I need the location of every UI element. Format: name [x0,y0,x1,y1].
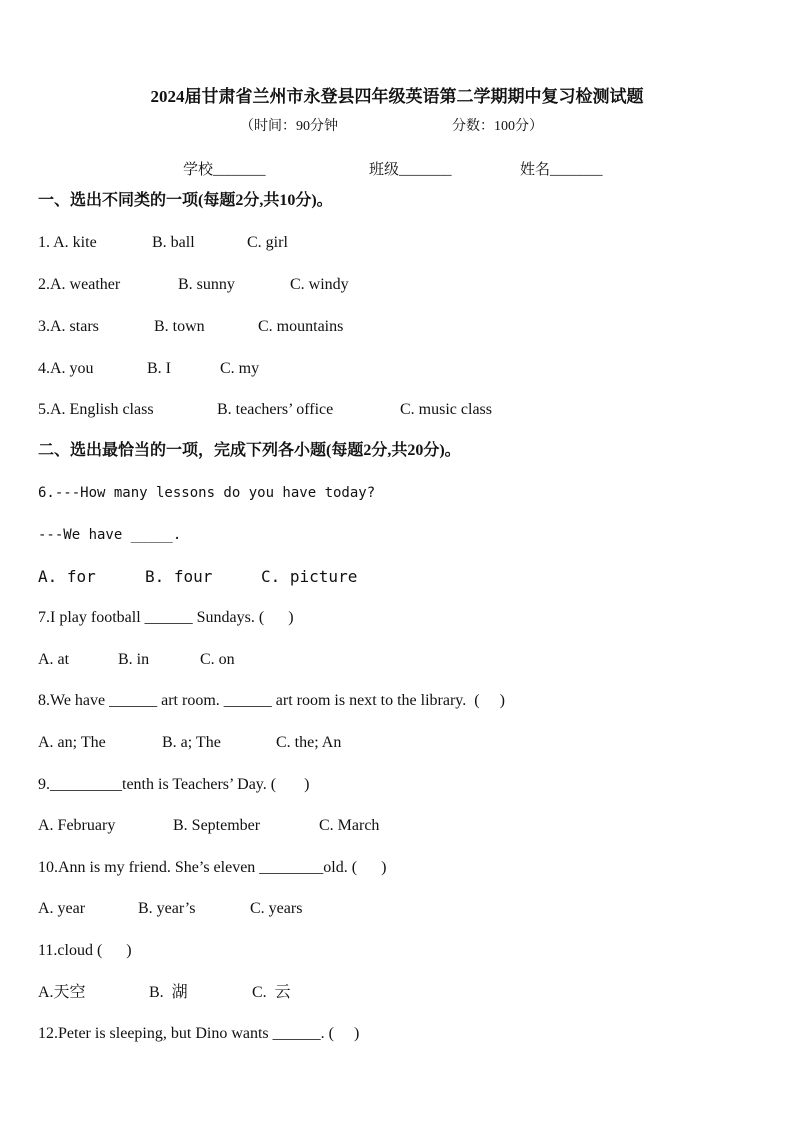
option-b: B. teachers’ office [217,401,334,418]
question-stem: 11.cloud ( ) [38,942,132,959]
option-a: A. February [38,817,116,834]
option-c: C. girl [247,234,288,251]
question-stem: 7.I play football ______ Sundays. ( ) [38,609,294,626]
option-c: C. on [200,651,235,668]
question-stem: 10.Ann is my friend. She’s eleven ________old. ( ) [38,859,387,876]
option-c: C. windy [290,276,349,293]
option-a: A. for [38,567,96,586]
option-a: A. at [38,651,70,668]
option-a: 5.A. English class [38,401,154,418]
option-b: B. in [118,651,150,668]
option-b: B. year’s [138,900,196,917]
option-a: A. year [38,900,86,917]
section-2-heading: 二、选出最恰当的一项，完成下列各小题(每题2分,共20分)。 [38,442,461,459]
option-b: B. September [173,817,261,834]
option-c: C. the; An [276,734,342,751]
option-b: B. ball [152,234,195,251]
option-c: C. picture [261,567,358,586]
option-a: 4.A. you [38,360,94,377]
question-stem: 9._________tenth is Teachers’ Day. ( ) [38,776,310,793]
option-b: B. four [145,567,213,586]
exam-score: 分数：100分） [452,119,543,134]
question-stem: 12.Peter is sleeping, but Dino wants ______. ( ) [38,1025,360,1042]
option-a: 1. A. kite [38,234,97,251]
option-a: A. an; The [38,734,106,751]
answer-stem: ---We have _____. [38,527,182,543]
option-c: C. music class [400,401,492,418]
page-title: 2024届甘肃省兰州市永登县四年级英语第二学期期中复习检测试题 [150,87,644,106]
option-b: B. 湖 [149,984,188,1001]
question-stem: 8.We have ______ art room. ______ art room is next to the library. ( ) [38,692,505,709]
option-c: C. March [319,817,380,834]
option-c: C. my [220,360,260,377]
option-c: C. years [250,900,303,917]
question-stem: 6.---How many lessons do you have today? [38,485,376,501]
option-b: B. I [147,360,171,377]
option-c: C. 云 [252,984,291,1001]
option-a: 3.A. stars [38,318,99,335]
section-1-heading: 一、选出不同类的一项(每题2分,共10分)。 [38,192,333,209]
option-b: B. a; The [162,734,221,751]
option-b: B. sunny [178,276,235,293]
school-field: 学校_______ [183,162,266,178]
option-a: 2.A. weather [38,276,121,293]
option-c: C. mountains [258,318,344,335]
option-b: B. town [154,318,205,335]
name-field: 姓名_______ [520,162,603,178]
exam-time: （时间：90分钟 [240,119,338,134]
class-field: 班级_______ [369,162,452,178]
option-a: A.天空 [38,984,86,1001]
